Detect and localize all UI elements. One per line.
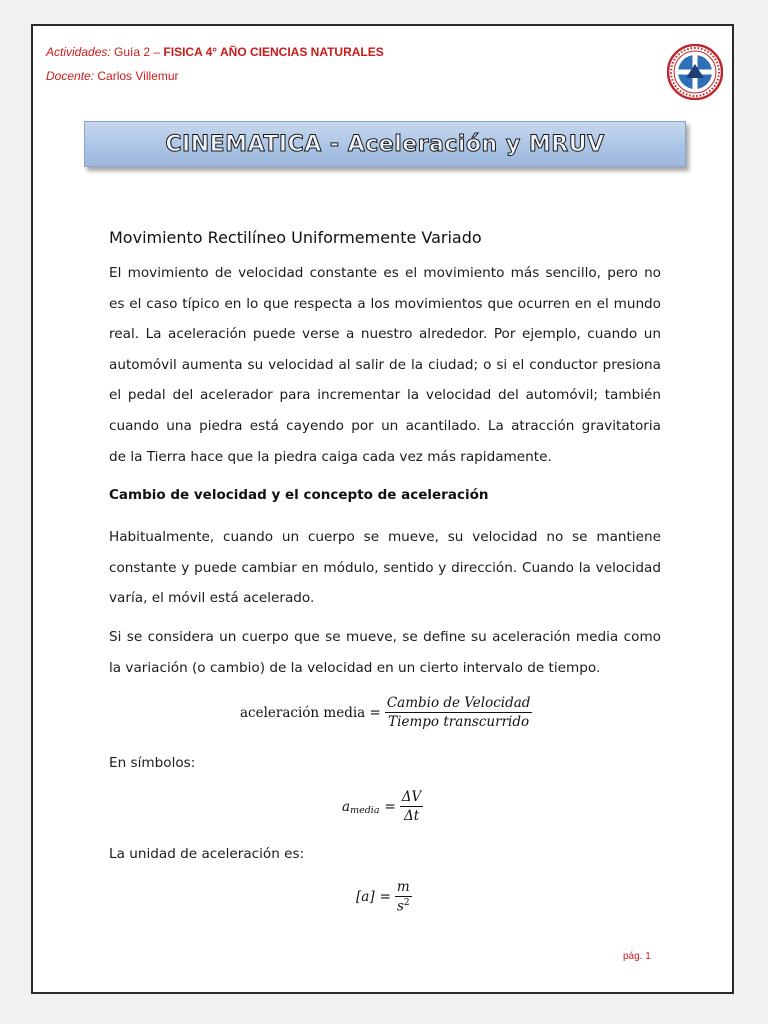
paragraph-line: constante y puede cambiar en módulo, sentido y dirección. Cuando la velocidad [109,559,661,576]
paragraph-line: el pedal del acelerador para incrementar la velocidad del automóvil; también [109,387,661,404]
paragraph-2 [109,522,661,614]
equation3-fraction [395,879,412,915]
equation3-denominator-exp: 2 [403,898,410,908]
equation3-equals: = [379,888,391,905]
header-activities [46,45,384,59]
paragraph-line: Habitualmente, cuando un cuerpo se mueve, su velocidad no se mantiene [109,529,661,545]
paragraph-line: real. La aceleración puede verse a nuestro alrededor. Por ejemplo, cuando un [109,326,661,343]
paragraph-line: cuando una piedra está cayendo por un acantilado. La atracción gravitatoria [109,417,661,434]
symbols-paragraph [109,748,661,779]
paragraph-1 [109,258,661,472]
paragraph-line: El movimiento de velocidad constante es el movimiento más sencillo, pero no [109,265,661,281]
header-teacher [46,69,179,83]
paragraph-line: la variación (o cambio) de la velocidad en un cierto intervalo de tiempo. [109,659,601,676]
unit-paragraph [109,839,661,870]
equation2-lhs-sub: media [350,805,380,816]
equation3-numerator: m [396,879,410,895]
equation1-lhs: aceleración media = [240,704,381,721]
activities-label: Actividades: [46,45,111,59]
equation2-denominator: Δt [403,808,420,824]
school-seal-logo [667,44,723,100]
equation2-numerator: ΔV [401,789,422,805]
paragraph-line: Si se considera un cuerpo que se mueve, se define su aceleración media como [109,629,661,645]
equation3-lhs: [a] [356,888,375,905]
equation1-fraction [385,695,533,730]
section-title: Movimiento Rectilíneo Uniformemente Variado [109,228,482,247]
banner-title: CINEMATICA - Aceleración y MRUV [165,131,605,157]
equation3-denominator [395,897,412,915]
equation-average-acceleration [240,695,532,730]
paragraph-line: varía, el móvil está acelerado. [109,590,315,607]
equation1-denominator: Tiempo transcurrido [388,714,530,730]
equation2-lhs-base: a [342,798,351,815]
equation-unit [356,879,412,915]
paragraph-line: es el caso típico en lo que respecta a los movimientos que ocurren en el mundo [109,295,661,312]
activities-course: FISICA 4° AÑO CIENCIAS NATURALES [163,45,384,59]
subsection-title: Cambio de velocidad y el concepto de aceleración [109,487,489,503]
activities-text: Guía 2 – [110,45,164,59]
paragraph-line: de la Tierra hace que la piedra caiga cada vez más rapidamente. [109,448,552,465]
equation-symbols [342,789,423,824]
equation3-denominator-base: s [396,898,404,915]
symbols-label: En símbolos: [109,755,196,771]
equation2-fraction [400,789,424,824]
equation1-numerator: Cambio de Velocidad [386,695,531,711]
paragraph-line: automóvil aumenta su velocidad al salir de la ciudad; o si el conductor presiona [109,356,661,373]
page-number: pág. 1 [623,951,651,962]
equation2-equals: = [384,798,396,815]
document-page [31,24,734,994]
teacher-label: Docente: [46,69,95,83]
paragraph-3 [109,622,661,683]
unit-label: La unidad de aceleración es: [109,846,305,862]
title-banner [84,121,686,167]
teacher-name: Carlos Villemur [94,69,179,83]
